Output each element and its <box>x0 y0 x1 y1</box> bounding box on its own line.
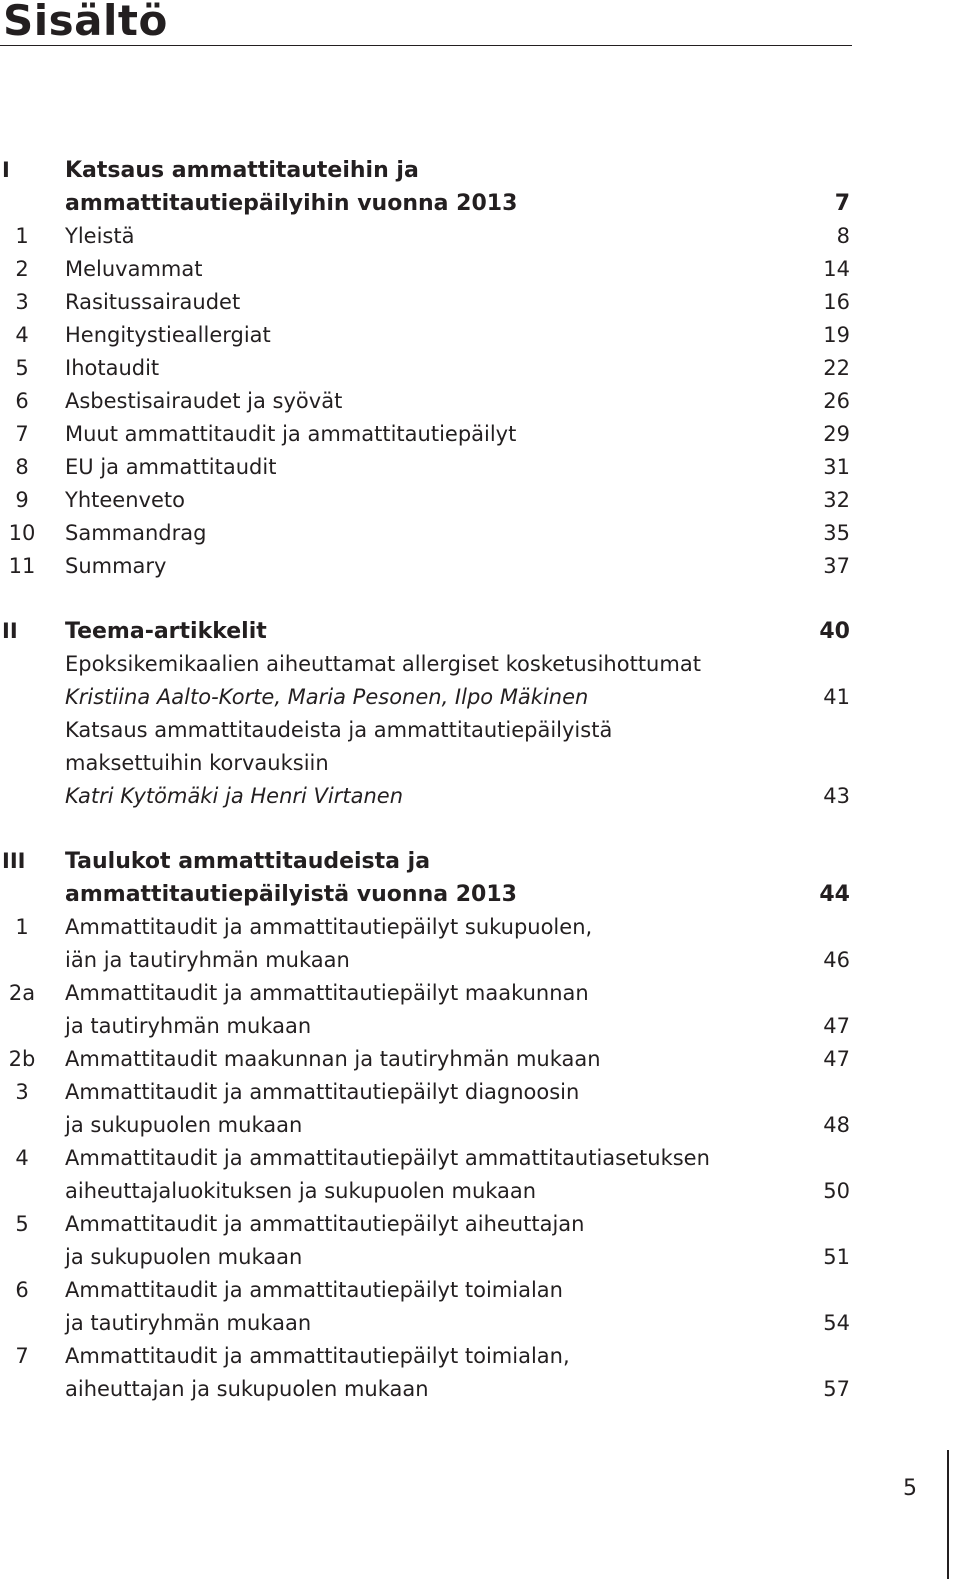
entry-title: aiheuttajaluokituksen ja sukupuolen mukaan <box>65 1179 537 1203</box>
entry-title: aiheuttajan ja sukupuolen mukaan <box>65 1377 429 1401</box>
entry-title: Ammattitaudit ja ammattitautiepäilyt aiheuttajan <box>65 1212 585 1236</box>
entry-number: 4 <box>15 1146 29 1170</box>
entry-page-number: 31 <box>823 455 850 479</box>
entry-title: Muut ammattitaudit ja ammattitautiepäilyt <box>65 422 517 446</box>
entry-line <box>0 484 852 517</box>
entry-number: 9 <box>15 488 29 512</box>
toc-entry[interactable] <box>0 911 852 977</box>
entry-line <box>0 977 852 1010</box>
entry-line <box>0 1175 852 1208</box>
entry-page-number: 37 <box>823 554 850 578</box>
entry-line <box>0 418 852 451</box>
toc-entry[interactable] <box>0 1043 852 1076</box>
entry-number: 5 <box>15 1212 29 1236</box>
entry-page-number: 50 <box>823 1179 850 1203</box>
entry-page-number: 32 <box>823 488 850 512</box>
entry-line <box>0 747 852 780</box>
entry-line <box>0 253 852 286</box>
toc-entry[interactable] <box>0 1142 852 1208</box>
entry-title: Rasitussairaudet <box>65 290 241 314</box>
entry-title: Summary <box>65 554 167 578</box>
entry-page-number: 35 <box>823 521 850 545</box>
folio-rule <box>947 1450 949 1579</box>
entry-line <box>0 352 852 385</box>
toc-entry[interactable] <box>0 484 852 517</box>
entry-page-number: 57 <box>823 1377 850 1401</box>
entry-number: 7 <box>15 1344 29 1368</box>
section-heading-text: Teema-artikkelit <box>65 619 267 644</box>
entry-line <box>0 1076 852 1109</box>
section-heading-line <box>0 615 852 648</box>
entry-page-number: 46 <box>823 948 850 972</box>
toc-entry[interactable] <box>0 418 852 451</box>
toc-entry[interactable] <box>0 517 852 550</box>
entry-line <box>0 1241 852 1274</box>
entry-page-number: 14 <box>823 257 850 281</box>
entry-title: Ammattitaudit ja ammattitautiepäilyt ammattitautiasetuksen <box>65 1146 710 1170</box>
entry-title: Ammattitaudit maakunnan ja tautiryhmän mukaan <box>65 1047 601 1071</box>
toc-entry[interactable] <box>0 352 852 385</box>
entry-number: 6 <box>15 1278 29 1302</box>
entry-page-number: 43 <box>823 784 850 808</box>
section-numeral: II <box>2 619 18 643</box>
section-heading-line <box>0 845 852 878</box>
entry-line <box>0 1340 852 1373</box>
entry-number: 2b <box>8 1047 36 1071</box>
section-page-number: 40 <box>819 619 850 644</box>
title-rule <box>0 45 852 46</box>
entry-title: Ammattitaudit ja ammattitautiepäilyt toimialan, <box>65 1344 570 1368</box>
entry-page-number: 54 <box>823 1311 850 1335</box>
entry-line <box>0 911 852 944</box>
entry-title: Ammattitaudit ja ammattitautiepäilyt sukupuolen, <box>65 915 593 939</box>
entry-title: Yleistä <box>65 224 135 248</box>
entry-number: 4 <box>15 323 29 347</box>
entry-line <box>0 550 852 583</box>
entry-author-line <box>0 681 852 714</box>
toc-entry[interactable] <box>0 385 852 418</box>
entry-line <box>0 451 852 484</box>
entry-line <box>0 648 852 681</box>
entry-line <box>0 220 852 253</box>
entry-number: 11 <box>8 554 36 578</box>
entry-number: 7 <box>15 422 29 446</box>
toc-entry[interactable] <box>0 253 852 286</box>
toc-section <box>0 154 852 583</box>
entry-title: EU ja ammattitaudit <box>65 455 277 479</box>
toc-entry[interactable] <box>0 714 852 813</box>
toc-entry[interactable] <box>0 319 852 352</box>
entry-page-number: 8 <box>836 224 850 248</box>
entry-title: ja sukupuolen mukaan <box>65 1245 303 1269</box>
table-of-contents <box>0 154 852 1438</box>
entry-title: Sammandrag <box>65 521 207 545</box>
toc-entry[interactable] <box>0 977 852 1043</box>
entry-line <box>0 1373 852 1406</box>
toc-entry[interactable] <box>0 451 852 484</box>
entry-line <box>0 1142 852 1175</box>
toc-entry[interactable] <box>0 1274 852 1340</box>
entry-line <box>0 385 852 418</box>
entry-line <box>0 517 852 550</box>
entry-title: ja tautiryhmän mukaan <box>65 1014 312 1038</box>
entry-line <box>0 1109 852 1142</box>
entry-line <box>0 286 852 319</box>
toc-entry[interactable] <box>0 1208 852 1274</box>
entry-page-number: 26 <box>823 389 850 413</box>
entry-line <box>0 714 852 747</box>
entry-authors: Katri Kytömäki ja Henri Virtanen <box>65 784 403 808</box>
entry-page-number: 48 <box>823 1113 850 1137</box>
entry-title: Asbestisairaudet ja syövät <box>65 389 343 413</box>
entry-page-number: 41 <box>823 685 850 709</box>
section-numeral: I <box>2 158 10 182</box>
entry-page-number: 16 <box>823 290 850 314</box>
section-page-number: 7 <box>834 191 850 216</box>
toc-section <box>0 845 852 1406</box>
entry-title: Ammattitaudit ja ammattitautiepäilyt toimialan <box>65 1278 563 1302</box>
entry-title: iän ja tautiryhmän mukaan <box>65 948 350 972</box>
entry-title: Epoksikemikaalien aiheuttamat allergiset kosketusihottumat <box>65 652 701 676</box>
entry-page-number: 51 <box>823 1245 850 1269</box>
entry-line <box>0 1010 852 1043</box>
entry-authors: Kristiina Aalto-Korte, Maria Pesonen, Ilpo Mäkinen <box>65 685 589 709</box>
section-heading-line <box>0 154 852 187</box>
entry-number: 2 <box>15 257 29 281</box>
entry-number: 8 <box>15 455 29 479</box>
entry-number: 2a <box>8 981 36 1005</box>
toc-entry[interactable] <box>0 1340 852 1406</box>
toc-entry[interactable] <box>0 220 852 253</box>
section-page-number: 44 <box>819 882 850 907</box>
entry-line <box>0 1274 852 1307</box>
section-heading-line <box>0 878 852 911</box>
entry-title: maksettuihin korvauksiin <box>65 751 329 775</box>
entry-title: Ammattitaudit ja ammattitautiepäilyt maakunnan <box>65 981 589 1005</box>
page-title: Sisältö <box>3 0 168 45</box>
section-heading-text: ammattitautiepäilyihin vuonna 2013 <box>65 191 518 216</box>
entry-title: Katsaus ammattitaudeista ja ammattitautiepäilyistä <box>65 718 613 742</box>
entry-author-line <box>0 780 852 813</box>
toc-entry[interactable] <box>0 550 852 583</box>
entry-number: 1 <box>15 915 29 939</box>
entry-line <box>0 944 852 977</box>
entry-line <box>0 1208 852 1241</box>
section-numeral: III <box>2 849 26 873</box>
toc-section <box>0 615 852 813</box>
entry-page-number: 47 <box>823 1047 850 1071</box>
entry-title: Hengitystieallergiat <box>65 323 271 347</box>
entry-line <box>0 319 852 352</box>
entry-title: Yhteenveto <box>65 488 185 512</box>
section-heading-line <box>0 187 852 220</box>
entry-page-number: 19 <box>823 323 850 347</box>
entry-page-number: 29 <box>823 422 850 446</box>
entry-title: ja tautiryhmän mukaan <box>65 1311 312 1335</box>
entry-line <box>0 1043 852 1076</box>
entry-page-number: 47 <box>823 1014 850 1038</box>
entry-line <box>0 1307 852 1340</box>
entry-number: 1 <box>15 224 29 248</box>
entry-title: Meluvammat <box>65 257 203 281</box>
entry-number: 3 <box>15 1080 29 1104</box>
toc-entry[interactable] <box>0 286 852 319</box>
page-number: 5 <box>903 1476 917 1501</box>
section-heading-text: Katsaus ammattitauteihin ja <box>65 158 419 183</box>
entry-number: 6 <box>15 389 29 413</box>
entry-number: 10 <box>8 521 36 545</box>
entry-number: 5 <box>15 356 29 380</box>
entry-number: 3 <box>15 290 29 314</box>
entry-title: Ihotaudit <box>65 356 160 380</box>
section-heading-text: ammattitautiepäilyistä vuonna 2013 <box>65 882 517 907</box>
toc-entry[interactable] <box>0 648 852 714</box>
entry-title: Ammattitaudit ja ammattitautiepäilyt diagnoosin <box>65 1080 580 1104</box>
toc-entry[interactable] <box>0 1076 852 1142</box>
section-heading-text: Taulukot ammattitaudeista ja <box>65 849 431 874</box>
entry-page-number: 22 <box>823 356 850 380</box>
entry-title: ja sukupuolen mukaan <box>65 1113 303 1137</box>
